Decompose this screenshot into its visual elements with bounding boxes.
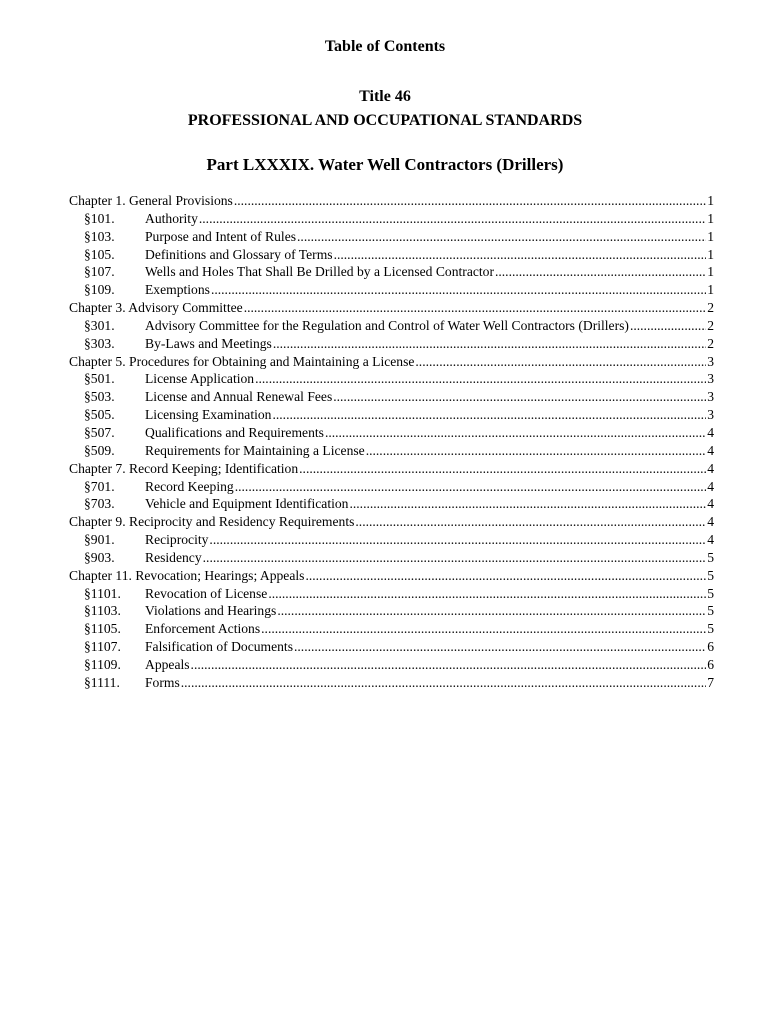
page-number: 4: [707, 532, 714, 548]
dot-leader: [366, 442, 707, 460]
dot-leader: [203, 549, 707, 567]
section-title: Enforcement Actions: [145, 621, 261, 637]
page-number: 1: [707, 264, 714, 280]
section-number: §1107.: [84, 639, 121, 655]
page-number: 1: [707, 193, 714, 208]
toc-chapter-entry[interactable]: [69, 299, 714, 317]
section-title: Purpose and Intent of Rules: [145, 228, 297, 244]
page-number: 3: [707, 353, 714, 369]
section-title: Definitions and Glossary of Terms: [145, 246, 333, 262]
page-number: 3: [707, 407, 714, 423]
toc-section-entry[interactable]: [69, 246, 714, 264]
page-number: 5: [707, 585, 714, 601]
dot-leader: [209, 531, 706, 549]
section-number: §507.: [84, 424, 115, 440]
section-title: Authority: [145, 210, 198, 226]
dot-leader: [325, 424, 706, 442]
page-number: 5: [707, 603, 714, 619]
page-number: 5: [707, 567, 714, 583]
section-title: License Application: [145, 371, 255, 387]
page-number: 1: [707, 246, 714, 262]
dot-leader: [181, 674, 706, 692]
section-title: Violations and Hearings: [145, 603, 277, 619]
section-number: §901.: [84, 532, 115, 548]
section-number: §509.: [84, 442, 115, 458]
section-title: Revocation of License: [145, 585, 268, 601]
section-title: By-Laws and Meetings: [145, 335, 272, 351]
section-title: Residency: [145, 549, 202, 565]
toc-chapter-entry[interactable]: [69, 460, 714, 478]
toc-section-entry[interactable]: [69, 602, 714, 620]
dot-leader: [415, 353, 706, 371]
section-number: §1105.: [84, 621, 121, 637]
page-number: 1: [707, 228, 714, 244]
page-number: 4: [707, 460, 714, 476]
chapter-title: Chapter 3. Advisory Committee: [69, 300, 243, 316]
page-number: 1: [707, 282, 714, 298]
section-number: §107.: [84, 264, 115, 280]
dot-leader: [268, 585, 706, 603]
title-name: PROFESSIONAL AND OCCUPATIONAL STANDARDS: [187, 112, 583, 129]
toc-chapter-entry[interactable]: [69, 513, 714, 531]
section-number: §501.: [84, 371, 115, 387]
toc-section-entry[interactable]: [69, 388, 714, 406]
page-number: 4: [707, 514, 714, 530]
toc-section-entry[interactable]: [69, 317, 714, 335]
dot-leader: [191, 656, 707, 674]
dot-leader: [234, 192, 706, 210]
page-number: 3: [707, 371, 714, 387]
toc-section-entry[interactable]: [69, 531, 714, 549]
part-title: Part LXXXIX. Water Well Contractors (Drillers): [206, 155, 564, 174]
page-number: 2: [707, 300, 714, 316]
page-number: 1: [707, 210, 714, 226]
chapter-title: Chapter 1. General Provisions: [69, 193, 233, 208]
section-title: Exemptions: [145, 282, 210, 298]
section-number: §109.: [84, 282, 115, 298]
toc-section-entry[interactable]: [69, 210, 714, 228]
toc-section-entry[interactable]: [69, 228, 714, 246]
section-number: §1101.: [84, 585, 121, 601]
page-number: 2: [707, 335, 714, 351]
section-number: §101.: [84, 210, 115, 226]
dot-leader: [244, 299, 707, 317]
page-number: 2: [707, 317, 714, 333]
dot-leader: [211, 281, 706, 299]
section-title: Requirements for Maintaining a License: [145, 442, 365, 458]
section-title: Record Keeping: [145, 478, 234, 494]
section-title: Vehicle and Equipment Identification: [145, 496, 349, 512]
page-number: 7: [707, 674, 714, 690]
section-number: §1103.: [84, 603, 121, 619]
dot-leader: [334, 246, 707, 264]
section-title: License and Annual Renewal Fees: [145, 389, 333, 405]
page-number: 4: [707, 496, 714, 512]
section-title: Appeals: [145, 656, 190, 672]
toc-section-entry[interactable]: [69, 406, 714, 424]
toc-section-entry[interactable]: [69, 281, 714, 299]
page-number: 6: [707, 656, 714, 672]
section-title: Forms: [145, 674, 180, 690]
dot-leader: [299, 460, 706, 478]
dot-leader: [297, 228, 706, 246]
section-title: Reciprocity: [145, 532, 209, 548]
toc-section-entry[interactable]: [69, 442, 714, 460]
chapter-title: Chapter 7. Record Keeping; Identification: [69, 460, 299, 476]
dot-leader: [333, 388, 706, 406]
section-number: §701.: [84, 478, 115, 494]
section-number: §303.: [84, 335, 115, 351]
toc-chapter-entry[interactable]: [69, 192, 714, 210]
section-number: §301.: [84, 317, 115, 333]
toc-section-entry[interactable]: [69, 495, 714, 513]
title-number: Title 46: [359, 88, 411, 105]
toc-section-entry[interactable]: [69, 620, 714, 638]
toc-section-entry[interactable]: [69, 674, 714, 692]
dot-leader: [349, 495, 706, 513]
page-number: 3: [707, 389, 714, 405]
section-title: Qualifications and Requirements: [145, 424, 324, 440]
dot-leader: [277, 602, 706, 620]
page-number: 4: [707, 442, 714, 458]
toc-heading: Table of Contents: [324, 38, 446, 55]
dot-leader: [273, 335, 706, 353]
page-number: 6: [707, 639, 714, 655]
dot-leader: [272, 406, 706, 424]
toc-section-entry[interactable]: [69, 478, 714, 496]
section-title: Wells and Holes That Shall Be Drilled by a Licensed Contractor: [145, 264, 494, 280]
dot-leader: [261, 620, 706, 638]
section-number: §505.: [84, 407, 115, 423]
toc-section-entry[interactable]: [69, 656, 714, 674]
page-number: 4: [707, 424, 714, 440]
section-number: §1111.: [84, 674, 120, 690]
toc-section-entry[interactable]: [69, 335, 714, 353]
page-number: 5: [707, 621, 714, 637]
toc-section-entry[interactable]: [69, 638, 714, 656]
dot-leader: [255, 370, 706, 388]
dot-leader: [235, 478, 706, 496]
dot-leader: [630, 317, 706, 335]
dot-leader: [199, 210, 706, 228]
page-number: 4: [707, 478, 714, 494]
toc-chapter-entry[interactable]: [69, 567, 714, 585]
section-number: §1109.: [84, 656, 121, 672]
dot-leader: [355, 513, 706, 531]
table-of-contents: [69, 192, 714, 692]
section-number: §103.: [84, 228, 115, 244]
chapter-title: Chapter 9. Reciprocity and Residency Requirements: [69, 514, 355, 530]
toc-chapter-entry[interactable]: [69, 353, 714, 371]
toc-section-entry[interactable]: [69, 263, 714, 281]
section-title: Advisory Committee for the Regulation and Control of Water Well Contractors (Drillers): [145, 317, 629, 333]
toc-section-entry[interactable]: [69, 424, 714, 442]
page-number: 5: [707, 549, 714, 565]
section-title: Licensing Examination: [145, 407, 272, 423]
section-number: §703.: [84, 496, 115, 512]
section-number: §105.: [84, 246, 115, 262]
dot-leader: [305, 567, 706, 585]
section-number: §503.: [84, 389, 115, 405]
chapter-title: Chapter 11. Revocation; Hearings; Appeals: [69, 567, 305, 583]
section-number: §903.: [84, 549, 115, 565]
toc-section-entry[interactable]: [69, 370, 714, 388]
dot-leader: [495, 263, 706, 281]
toc-section-entry[interactable]: [69, 585, 714, 603]
chapter-title: Chapter 5. Procedures for Obtaining and Maintaining a License: [69, 353, 415, 369]
dot-leader: [294, 638, 706, 656]
toc-section-entry[interactable]: [69, 549, 714, 567]
section-title: Falsification of Documents: [145, 639, 293, 655]
